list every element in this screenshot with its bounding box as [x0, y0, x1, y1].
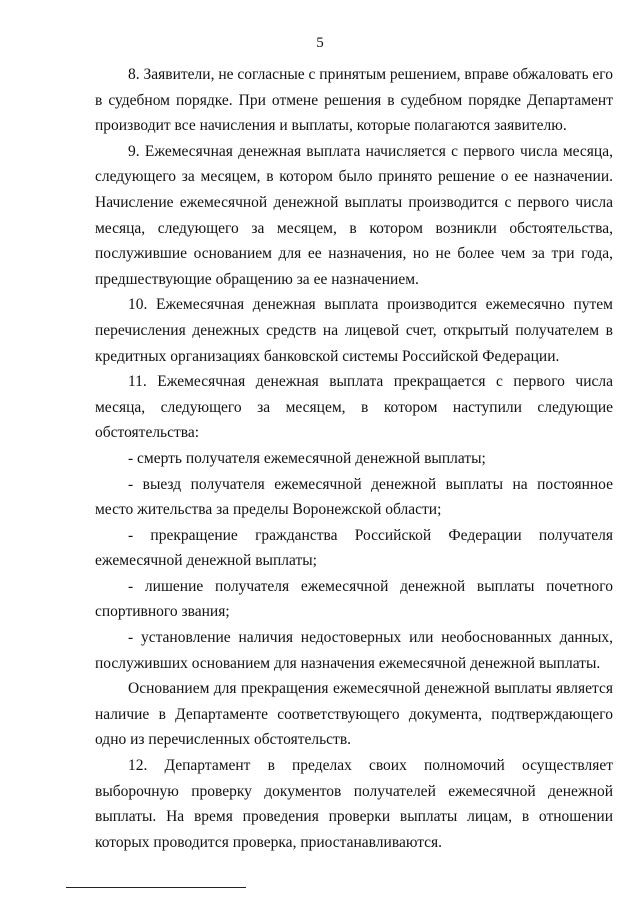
paragraph-11: 11. Ежемесячная денежная выплата прекращается с первого числа месяца, следующего за месяцем, в котором наступили следующие обстоятельства:: [95, 373, 613, 442]
paragraph-termination-basis: Основанием для прекращения ежемесячной денежной выплаты является наличие в Департаменте соответствующего документа, подтверждающего одно из перечисленных обстоятельств.: [95, 680, 613, 749]
paragraph-12: 12. Департамент в пределах своих полномочий осуществляет выборочную проверку документов получателей ежемесячной денежной выплаты. На время проведения проверки выплаты лицам, в отношении которых проводится проверка, приостанавливаются.: [95, 757, 613, 851]
footer-rule: [66, 887, 246, 888]
list-item-death: - смерть получателя ежемесячной денежной выплаты;: [128, 449, 486, 467]
list-item-false-data: - установление наличия недостоверных или необоснованных данных, послуживших основанием для назначения ежемесячной денежной выплаты.: [95, 629, 613, 672]
list-item-relocation: - выезд получателя ежемесячной денежной выплаты на постоянное место жительства за пределы Воронежской области;: [95, 475, 613, 519]
list-item-citizenship: - прекращение гражданства Российской Федерации получателя ежемесячной денежной выплаты;: [95, 526, 613, 570]
list-item-title-revoked: - лишение получателя ежемесячной денежной выплаты почетного спортивного звания;: [95, 577, 613, 621]
paragraph-8: 8. Заявители, не согласные с принятым решением, вправе обжаловать его в судебном порядке. При отмене решения в судебном порядке Департамент производит все начисления и выплаты, которые полагаются заявителю.: [95, 66, 613, 135]
page-number: 5: [316, 35, 324, 51]
paragraph-10: 10. Ежемесячная денежная выплата производится ежемесячно путем перечисления денежных средств на лицевой счет, открытый получателем в кредитных организациях банковской системы Российской Федерации.: [95, 296, 613, 365]
paragraph-9: 9. Ежемесячная денежная выплата начисляется с первого числа месяца, следующего за месяцем, в котором было принято решение о ее назначении. Начисление ежемесячной денежной выплаты производится с первого числа месяца, следующего за месяцем, в котором возникли обстоятельства, послужившие основанием для ее назначения, но не более чем за три года, предшествующие обращению за ее назначением.: [95, 142, 613, 288]
document-body: [95, 62, 613, 855]
